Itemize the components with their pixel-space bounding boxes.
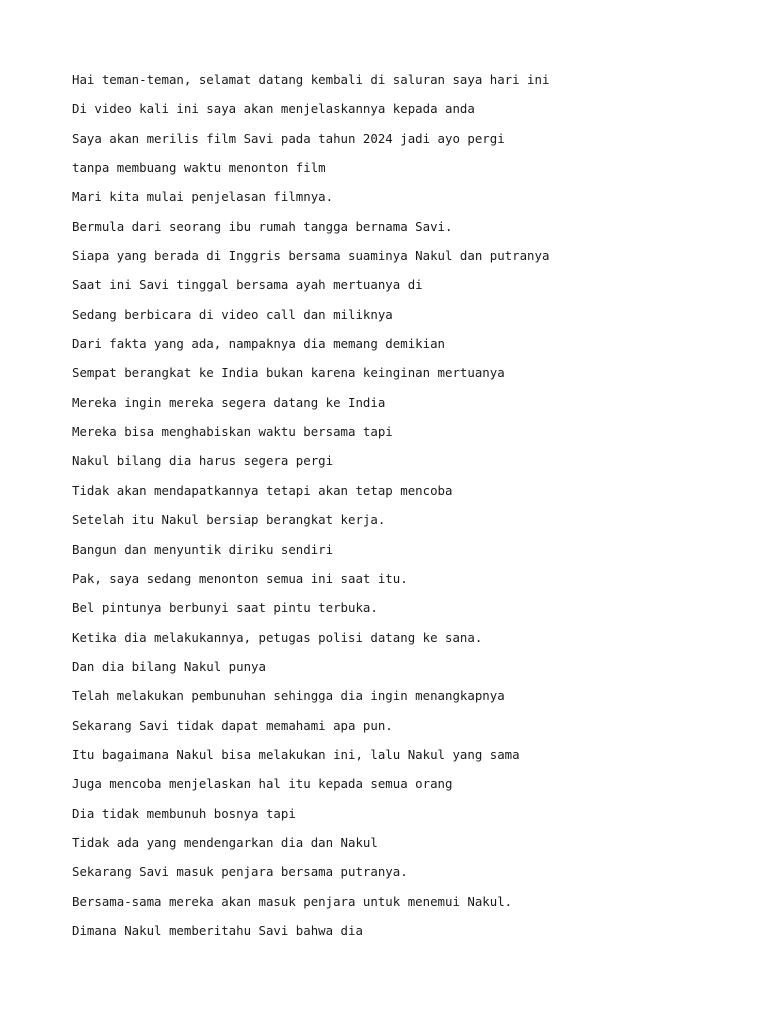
text-line: Dimana Nakul memberitahu Savi bahwa dia: [72, 922, 363, 938]
text-line: Itu bagaimana Nakul bisa melakukan ini, lalu Nakul yang sama: [72, 746, 520, 762]
text-line: Saat ini Savi tinggal bersama ayah mertuanya di: [72, 277, 423, 293]
text-line: Mereka ingin mereka segera datang ke India: [72, 394, 386, 410]
text-line: Mari kita mulai penjelasan filmnya.: [72, 189, 334, 205]
text-line: Dan dia bilang Nakul punya: [72, 658, 266, 674]
text-line: Bangun dan menyuntik diriku sendiri: [72, 541, 334, 557]
text-line: Saya akan merilis film Savi pada tahun 2024 jadi ayo pergi: [72, 130, 505, 146]
text-line: Bel pintunya berbunyi saat pintu terbuka.: [72, 600, 378, 616]
text-line: Juga mencoba menjelaskan hal itu kepada semua orang: [72, 776, 453, 792]
text-line: Bersama-sama mereka akan masuk penjara untuk menemui Nakul.: [72, 893, 513, 909]
text-line: Dari fakta yang ada, nampaknya dia memang demikian: [72, 336, 445, 352]
text-lines: [72, 70, 752, 950]
text-line: Dia tidak membunuh bosnya tapi: [72, 805, 296, 821]
text-line: Tidak akan mendapatkannya tetapi akan tetap mencoba: [72, 482, 453, 498]
text-line: Di video kali ini saya akan menjelaskannya kepada anda: [72, 101, 475, 117]
text-line: Mereka bisa menghabiskan waktu bersama tapi: [72, 424, 393, 440]
text-line: Pak, saya sedang menonton semua ini saat itu.: [72, 570, 408, 586]
text-line: Sempat berangkat ke India bukan karena keinginan mertuanya: [72, 365, 505, 381]
text-line: Sedang berbicara di video call dan miliknya: [72, 306, 393, 322]
text-line: Bermula dari seorang ibu rumah tangga bernama Savi.: [72, 218, 453, 234]
text-line: Ketika dia melakukannya, petugas polisi datang ke sana.: [72, 629, 483, 645]
text-line: Sekarang Savi masuk penjara bersama putranya.: [72, 864, 408, 880]
text-line: Setelah itu Nakul bersiap berangkat kerja.: [72, 512, 386, 528]
text-line: Tidak ada yang mendengarkan dia dan Nakul: [72, 834, 378, 850]
text-line: Siapa yang berada di Inggris bersama suaminya Nakul dan putranya: [72, 248, 550, 264]
text-line: Hai teman-teman, selamat datang kembali di saluran saya hari ini: [72, 72, 550, 87]
text-line: Sekarang Savi tidak dapat memahami apa pun.: [72, 717, 393, 733]
text-line: Nakul bilang dia harus segera pergi: [72, 453, 334, 469]
text-line: tanpa membuang waktu menonton film: [72, 160, 326, 176]
text-line: Telah melakukan pembunuhan sehingga dia ingin menangkapnya: [72, 688, 505, 704]
